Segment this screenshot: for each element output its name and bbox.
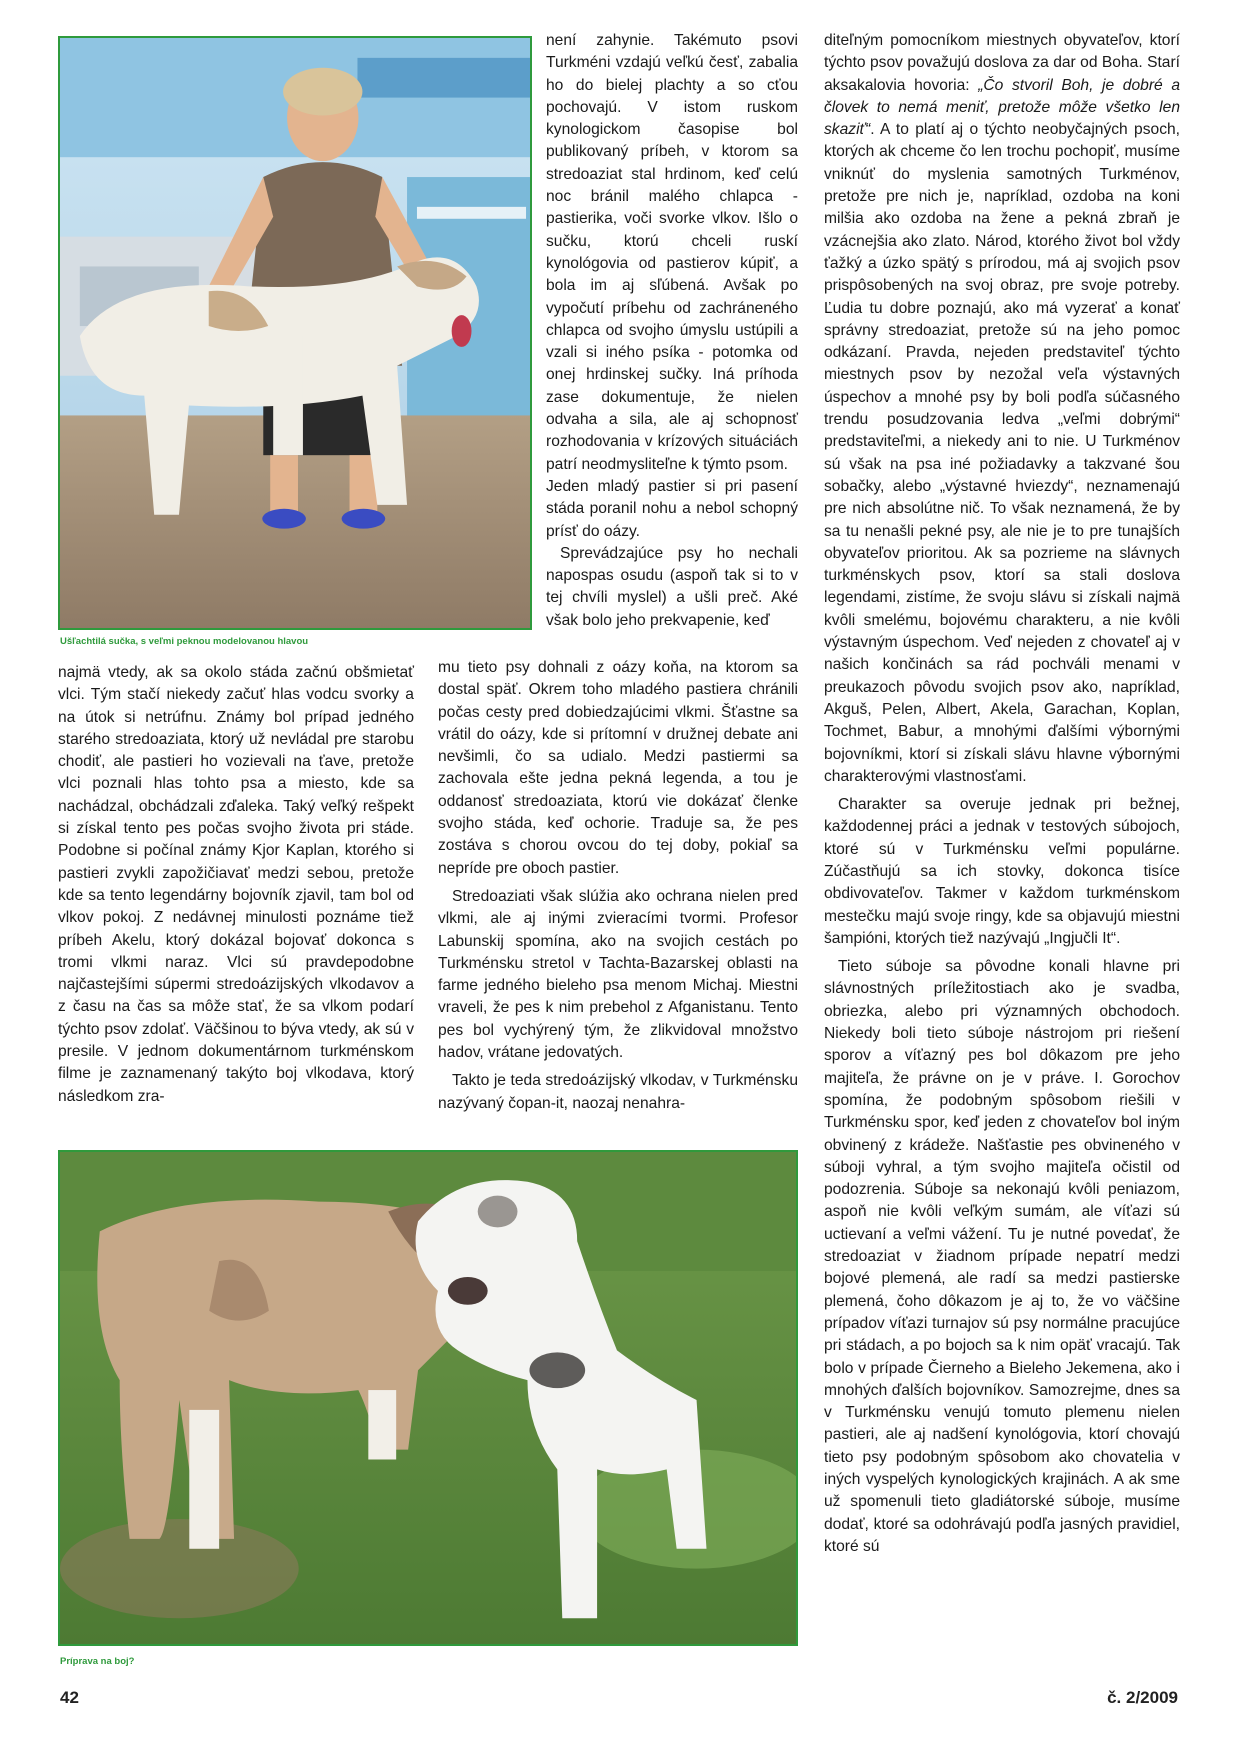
- photo-woman-with-dog-image: [60, 38, 530, 628]
- paragraph: Jeden mladý pastier si pri pasení stáda poranil nohu a nebol schopný prísť do oázy.: [546, 477, 798, 540]
- paragraph: Takto je teda stredoázijský vlkodav, v Turkménsku nazývaný čopan-it, naozaj nenahra-: [438, 1072, 798, 1112]
- page-number: 42: [60, 1688, 79, 1707]
- article-column-middle-top: [546, 30, 798, 632]
- paragraph: [824, 30, 1180, 788]
- article-column-middle: [438, 657, 798, 1115]
- paragraph: Sprevádzajúce psy ho nechali napospas osudu (aspoň tak si to v tej chvíli myslel) a ušli preč. Aké však bolo jeho prekvapenie, keď: [546, 544, 798, 629]
- paragraph: není zahynie. Takémuto psovi Turkméni vzdajú veľkú česť, zabalia ho do bielej plachty a so cťou pochovajú. V istom ruskom kynologickom časopise bol publikovaný príbeh, v ktorom sa stredoaziat stal hrdinom, keď celú noc bránil malého chlapca - pastierika, voči svorke vlkov. Išlo o sučku, ktorú chceli ruskí kynológovia od pastierov kúpiť, a bola im aj sľúbená. Avšak po vypočutí príbehu od zachráneného chlapca od svojho úmyslu ustúpili a vzali si iného psíka - potomka od onej hrdinskej sučky. Iná príhoda zase dokumentuje, že nielen odvaha a sila, ale aj schopnosť rozhodovania v krízových situáciách patrí neodmysliteľne k týmto psom.: [546, 32, 798, 473]
- paragraph: najmä vtedy, ak sa okolo stáda začnú obšmietať vlci. Tým stačí niekedy začuť hlas vodcu svorky a na útok si netrúfnu. Známy bol prípad jedného starého stredoaziata, ktorý už nevládal pre starobu chodiť, ale pastieri ho vozievali na ťave, pretože vlci poznali hlas tohto psa a miesto, kde sa nachádzal, obchádzali zďaleka. Taký veľký rešpekt si získal tento pes počas svojho života pri stáde. Podobne si počínal známy Kjor Kaplan, ktorého si pastieri zvykli zapožičiavať medzi sebou, pretože kde sa tento legendárny bojovník zjavil, tam bol od vlkov pokoj. Z nedávnej minulosti poznáme tiež príbeh Akelu, ktorý dokázal bojovať dokonca s tromi vlkmi naraz. Vlci sú pravdepodobne najčastejšími súpermi stredoázijských vlkodavov a z času na čas sa môže stať, že sa vlkom podarí týchto psov zdolať. Väčšinou to býva vtedy, ak sú v presile. V jednom dokumentárnom turkménskom filme je zaznamenaný takýto boj vlkodava, ktorý následkom zra-: [58, 664, 414, 1105]
- photo1-caption: Ušľachtilá sučka, s veľmi peknou modelovanou hlavou: [60, 636, 309, 647]
- paragraph: Stredoaziati však slúžia ako ochrana nielen pred vlkmi, ale aj inými zvieracími tvormi. Profesor Labunskij spomína, ako na svojich cestách po Turkménsku stretol v Tachta-Bazarskej oblasti na farme jedného bieleho psa menom Michaj. Miestni vraveli, že pes k nim prebehol z Afganistanu. Tento pes bol vychýrený tým, že zlikvidoval množstvo hadov, vrátane jedovatých.: [438, 887, 798, 1062]
- paragraph: Tieto súboje sa pôvodne konali hlavne pri slávnostných príležitostiach ako je svadba, obriezka, alebo pri významných obchodoch. Niekedy boli tieto súboje nástrojom pri riešení sporov a víťazný pes bol dôkazom pre jeho majiteľa, že právne on je v práve. I. Gorochov spomína, že podobným spôsobom riešili v Turkménsku spor, keď jeden z chovateľov bol iným obvinený z krádeže. Našťastie pes obvineného v súboji vyhral, a tým svojho majiteľa očistil od podozrenia. Súboje sa nekonajú kvôli peniazom, aspoň nie kvôli veľkým sumám, ale víťazi sú uctievaní a veľmi vážení. Tu je nutné povedať, že stredoaziat v žiadnom prípade nepatrí medzi bojové plemená, ale radí sa medzi pastierske plemená, čoho dôkazom je aj to, že vo väčšine prípadov víťazi turnajov sú psy normálne pracujúce pri stádach, a po bojoch sa k nim opäť vracajú. Tak bolo v prípade Čierneho a Bieleho Jekemena, ako i mnohých ďalších bojovníkov. Samozrejme, dnes sa v Turkménsku venujú tomuto plemenu nielen pastieri, ale aj nadšení kynológovia, ktorí chovajú tieto psy podobným spôsobom ako chovatelia v iných vyspelých kynologických krajinách. A ak sme už spomenuli tieto gladiátorské súboje, musíme dodať, ktoré sa odohrávajú podľa jasných pravidiel, ktoré sú: [824, 958, 1180, 1555]
- paragraph-text: diteľným pomocníkom miestnych obyvateľov, ktorí týchto psov považujú doslova za dar od Boha. Starí aksakalovia hovoria:: [824, 32, 1180, 94]
- issue-number: č. 2/2009: [1107, 1688, 1178, 1707]
- paragraph: mu tieto psy dohnali z oázy koňa, na ktorom sa dostal späť. Okrem toho mladého pastiera chránili počas cesty pred dobiedzajúcimi vlkmi. Šťastne sa vrátil do oázy, kde si prítomní v družnej debate ani nevšimli, čo sa udialo. Medzi pastiermi sa zachovala ešte jedna pekná legenda, a tou je oddanosť stredoaziata, ktorú vie dokázať členke svojho stáda, keď ochorie. Traduje sa, že pes zostáva s chorou ovcou do tej doby, pokiaľ sa nepríde pre oboch pastier.: [438, 659, 798, 877]
- quote-aksakals: „Čo stvoril Boh, je dobré a človek to nemá meniť, pretože môže všetko len skaziť“: [824, 76, 1180, 139]
- paragraph-text: . A to platí aj o týchto neobyčajných psoch, ktorých ak chceme čo len trochu pochopiť, musíme vniknúť do myslenia samotných Turkménov, pretože pre nich je, napríklad, ozdoba na koni milšia ako ozdoba na žene a pekná zbraň je vzácnejšia ako zlato. Národ, ktorého život bol vždy ťažký a úzko spätý s prírodou, má aj svojich psov prispôsobených na svoj obraz, pre svoje potreby. Ľudia tu dobre poznajú, ako má vyzerať a konať správny stredoaziat, pretože sú na jeho pomoc odkázaní. Pravda, nejeden predstaviteľ týchto miestnych psov by nezožal veľa výstavných úspechov a mnohé psy by boli podľa súčasného trendu posudzovania ledva „veľmi dobrými“ predstaviteľmi, a niekedy ani to nie. U Turkménov sú však na psa iné požiadavky a takzvané šou sobačky, alebo „výstavné hviezdy“, neznamenajú pre nich absolútne nič. To však neznamená, že by sa tu nenašli pekné psy, ale nie je to pre tunajších obyvateľov prioritou. Ak sa pozrieme na slávnych turkménskych psov, ktorí sa stali doslova legendami, zistíme, že svoju slávu si získali najmä kvôli smelému, bojovému charakteru, a nie kvôli výstavným úspechom. Veď nejeden z chovateľ aj v našich končinách sa rád pochváli menami v preukazoch pôvodu svojich psov ako, napríklad, Akguš, Pelen, Albert, Akela, Garachan, Koplan, Tochmet, Babur, a mnohými ďalšími výbornými bojovníkmi, ktorí si získali slávu hlavne výbornými charakterovými vlastnosťami.: [824, 121, 1180, 785]
- photo-woman-with-dog: [58, 36, 532, 630]
- photo2-caption: Príprava na boj?: [60, 1656, 135, 1667]
- article-column-right: [824, 30, 1180, 1558]
- photo-dogs-playing-image: [60, 1152, 796, 1644]
- photo-dogs-playing: [58, 1150, 798, 1646]
- paragraph: Charakter sa overuje jednak pri bežnej, každodennej práci a jednak v testových súbojoch, ktoré sú v Turkménsku veľmi populárne. Zúčastňujú sa ich stovky, dokonca tisíce obdivovateľov. Takmer v každom turkménskom mestečku majú svoje ringy, kde sa objavujú miestni šampióni, ktorých tiež nazývajú „Ingjučli It“.: [824, 796, 1180, 947]
- article-column-left: [58, 662, 414, 1108]
